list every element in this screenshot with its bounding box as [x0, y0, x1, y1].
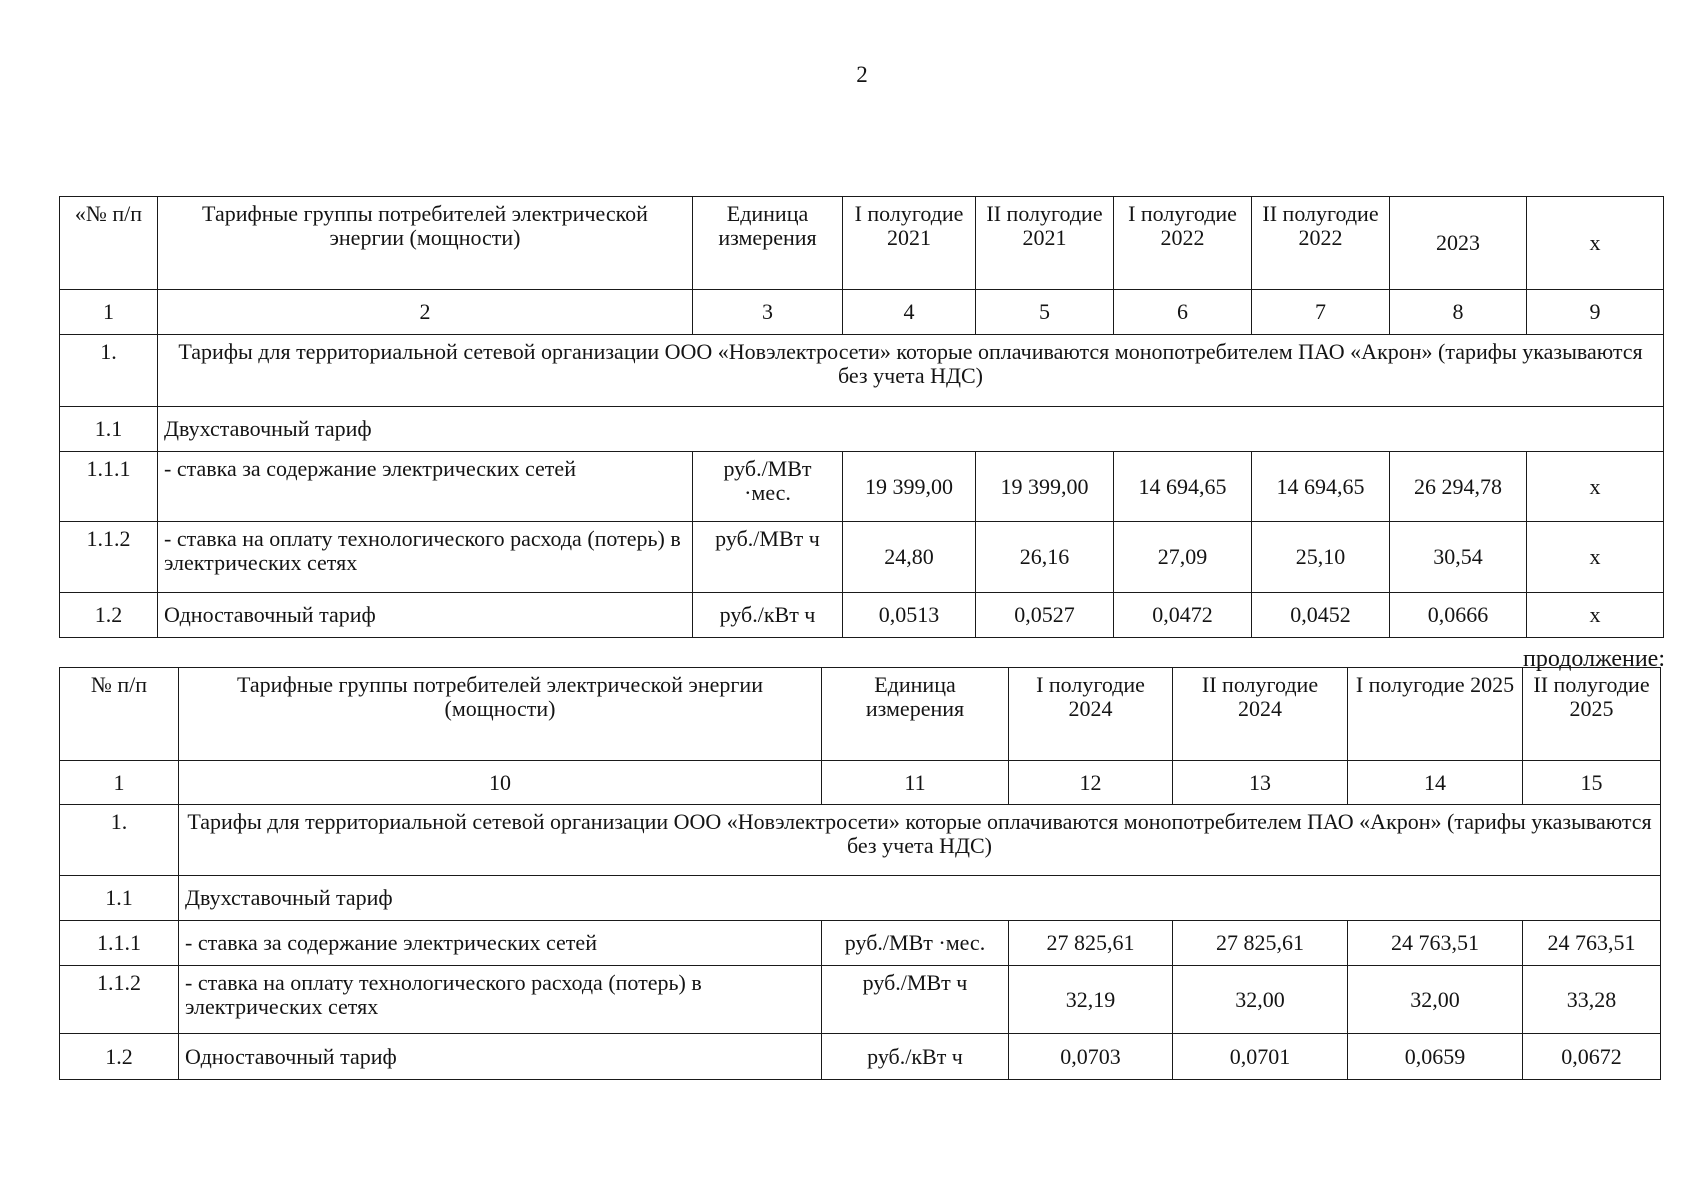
value-cell: 24,80	[843, 522, 976, 593]
section-number: 1.	[60, 805, 179, 876]
value-cell: 25,10	[1252, 522, 1390, 593]
table-row	[60, 1034, 1661, 1080]
table-row	[60, 966, 1661, 1034]
col-number-cell: 15	[1523, 761, 1661, 805]
header-row	[60, 668, 1661, 761]
row-number: 1.1.1	[60, 452, 158, 522]
value-cell: 19 399,00	[843, 452, 976, 522]
subsection-number: 1.1	[60, 876, 179, 921]
value-cell: 24 763,51	[1523, 921, 1661, 966]
row-unit: руб./МВт ·мес.	[693, 452, 843, 522]
row-number: 1.1.1	[60, 921, 179, 966]
col-number-cell: 11	[822, 761, 1009, 805]
header-cell-groups: Тарифные группы потребителей электрической энергии (мощности)	[158, 197, 693, 290]
header-cell-period: I полугодие 2024	[1009, 668, 1173, 761]
value-cell: 24 763,51	[1348, 921, 1523, 966]
value-cell: 32,00	[1173, 966, 1348, 1034]
row-unit: руб./МВт ·мес.	[822, 921, 1009, 966]
value-cell: 26 294,78	[1390, 452, 1527, 522]
value-cell: 14 694,65	[1252, 452, 1390, 522]
col-number-cell: 4	[843, 290, 976, 335]
col-number-cell: 14	[1348, 761, 1523, 805]
table-row	[60, 921, 1661, 966]
col-number-cell: 3	[693, 290, 843, 335]
row-unit: руб./кВт ч	[693, 593, 843, 638]
value-cell: 32,19	[1009, 966, 1173, 1034]
header-cell-x: х	[1527, 197, 1664, 290]
value-cell: 32,00	[1348, 966, 1523, 1034]
header-row	[60, 197, 1664, 290]
value-cell: 0,0703	[1009, 1034, 1173, 1080]
value-cell: 0,0666	[1390, 593, 1527, 638]
row-unit: руб./МВт ч	[693, 522, 843, 593]
header-cell-period: II полугодие 2025	[1523, 668, 1661, 761]
header-cell-period: I полугодие 2021	[843, 197, 976, 290]
col-number-cell: 7	[1252, 290, 1390, 335]
value-cell: 27 825,61	[1173, 921, 1348, 966]
row-name: - ставка на оплату технологического расхода (потерь) в электрических сетях	[158, 522, 693, 593]
section-number: 1.	[60, 335, 158, 407]
section-row	[60, 335, 1664, 407]
row-name: - ставка на оплату технологического расхода (потерь) в электрических сетях	[179, 966, 822, 1034]
header-cell-period: II полугодие 2022	[1252, 197, 1390, 290]
header-cell-num: № п/п	[60, 668, 179, 761]
table-row	[60, 593, 1664, 638]
header-cell-period: II полугодие 2021	[976, 197, 1114, 290]
row-name: - ставка за содержание электрических сетей	[179, 921, 822, 966]
col-number-cell: 10	[179, 761, 822, 805]
value-cell: 0,0513	[843, 593, 976, 638]
row-number: 1.1.2	[60, 522, 158, 593]
value-cell: 30,54	[1390, 522, 1527, 593]
col-number-cell: 13	[1173, 761, 1348, 805]
tariff-table-2021-2023	[59, 196, 1664, 638]
col-number-cell: 6	[1114, 290, 1252, 335]
col-number-cell: 9	[1527, 290, 1664, 335]
value-cell: 33,28	[1523, 966, 1661, 1034]
col-number-cell: 8	[1390, 290, 1527, 335]
value-cell: 0,0672	[1523, 1034, 1661, 1080]
header-cell-period: 2023	[1390, 197, 1527, 290]
column-number-row	[60, 290, 1664, 335]
section-row	[60, 805, 1661, 876]
value-cell: 0,0701	[1173, 1034, 1348, 1080]
value-cell: х	[1527, 522, 1664, 593]
column-number-row	[60, 761, 1661, 805]
col-number-cell: 12	[1009, 761, 1173, 805]
row-name: Одноставочный тариф	[179, 1034, 822, 1080]
value-cell: 27,09	[1114, 522, 1252, 593]
subsection-title: Двухставочный тариф	[179, 876, 1661, 921]
header-cell-groups: Тарифные группы потребителей электрической энергии (мощности)	[179, 668, 822, 761]
value-cell: 0,0452	[1252, 593, 1390, 638]
value-cell: 0,0472	[1114, 593, 1252, 638]
header-cell-period: I полугодие 2025	[1348, 668, 1523, 761]
value-cell: 0,0659	[1348, 1034, 1523, 1080]
col-number-cell: 1	[60, 761, 179, 805]
row-name: - ставка за содержание электрических сетей	[158, 452, 693, 522]
header-cell-unit: Единица измерения	[693, 197, 843, 290]
value-cell: 26,16	[976, 522, 1114, 593]
col-number-cell: 2	[158, 290, 693, 335]
subsection-row	[60, 407, 1664, 452]
tariff-table-2024-2025	[59, 667, 1661, 1080]
value-cell: х	[1527, 593, 1664, 638]
value-cell: 19 399,00	[976, 452, 1114, 522]
row-unit: руб./кВт ч	[822, 1034, 1009, 1080]
header-cell-period: I полугодие 2022	[1114, 197, 1252, 290]
section-title: Тарифы для территориальной сетевой организации ООО «Новэлектросети» которые оплачиваются монопотребителем ПАО «Акрон» (тарифы указываются без учета НДС)	[179, 805, 1661, 876]
row-unit: руб./МВт ч	[822, 966, 1009, 1034]
value-cell: 0,0527	[976, 593, 1114, 638]
subsection-row	[60, 876, 1661, 921]
row-number: 1.1.2	[60, 966, 179, 1034]
table-row	[60, 452, 1664, 522]
row-number: 1.2	[60, 593, 158, 638]
header-cell-num: «№ п/п	[60, 197, 158, 290]
value-cell: х	[1527, 452, 1664, 522]
header-cell-period: II полугодие 2024	[1173, 668, 1348, 761]
value-cell: 14 694,65	[1114, 452, 1252, 522]
row-name: Одноставочный тариф	[158, 593, 693, 638]
subsection-title: Двухставочный тариф	[158, 407, 1664, 452]
value-cell: 27 825,61	[1009, 921, 1173, 966]
subsection-number: 1.1	[60, 407, 158, 452]
continuation-label: продолжение:	[1523, 646, 1665, 672]
section-title: Тарифы для территориальной сетевой организации ООО «Новэлектросети» которые оплачиваются монопотребителем ПАО «Акрон» (тарифы указываются без учета НДС)	[158, 335, 1664, 407]
page-number: 2	[856, 62, 868, 87]
col-number-cell: 5	[976, 290, 1114, 335]
table-row	[60, 522, 1664, 593]
col-number-cell: 1	[60, 290, 158, 335]
header-cell-unit: Единица измерения	[822, 668, 1009, 761]
row-number: 1.2	[60, 1034, 179, 1080]
